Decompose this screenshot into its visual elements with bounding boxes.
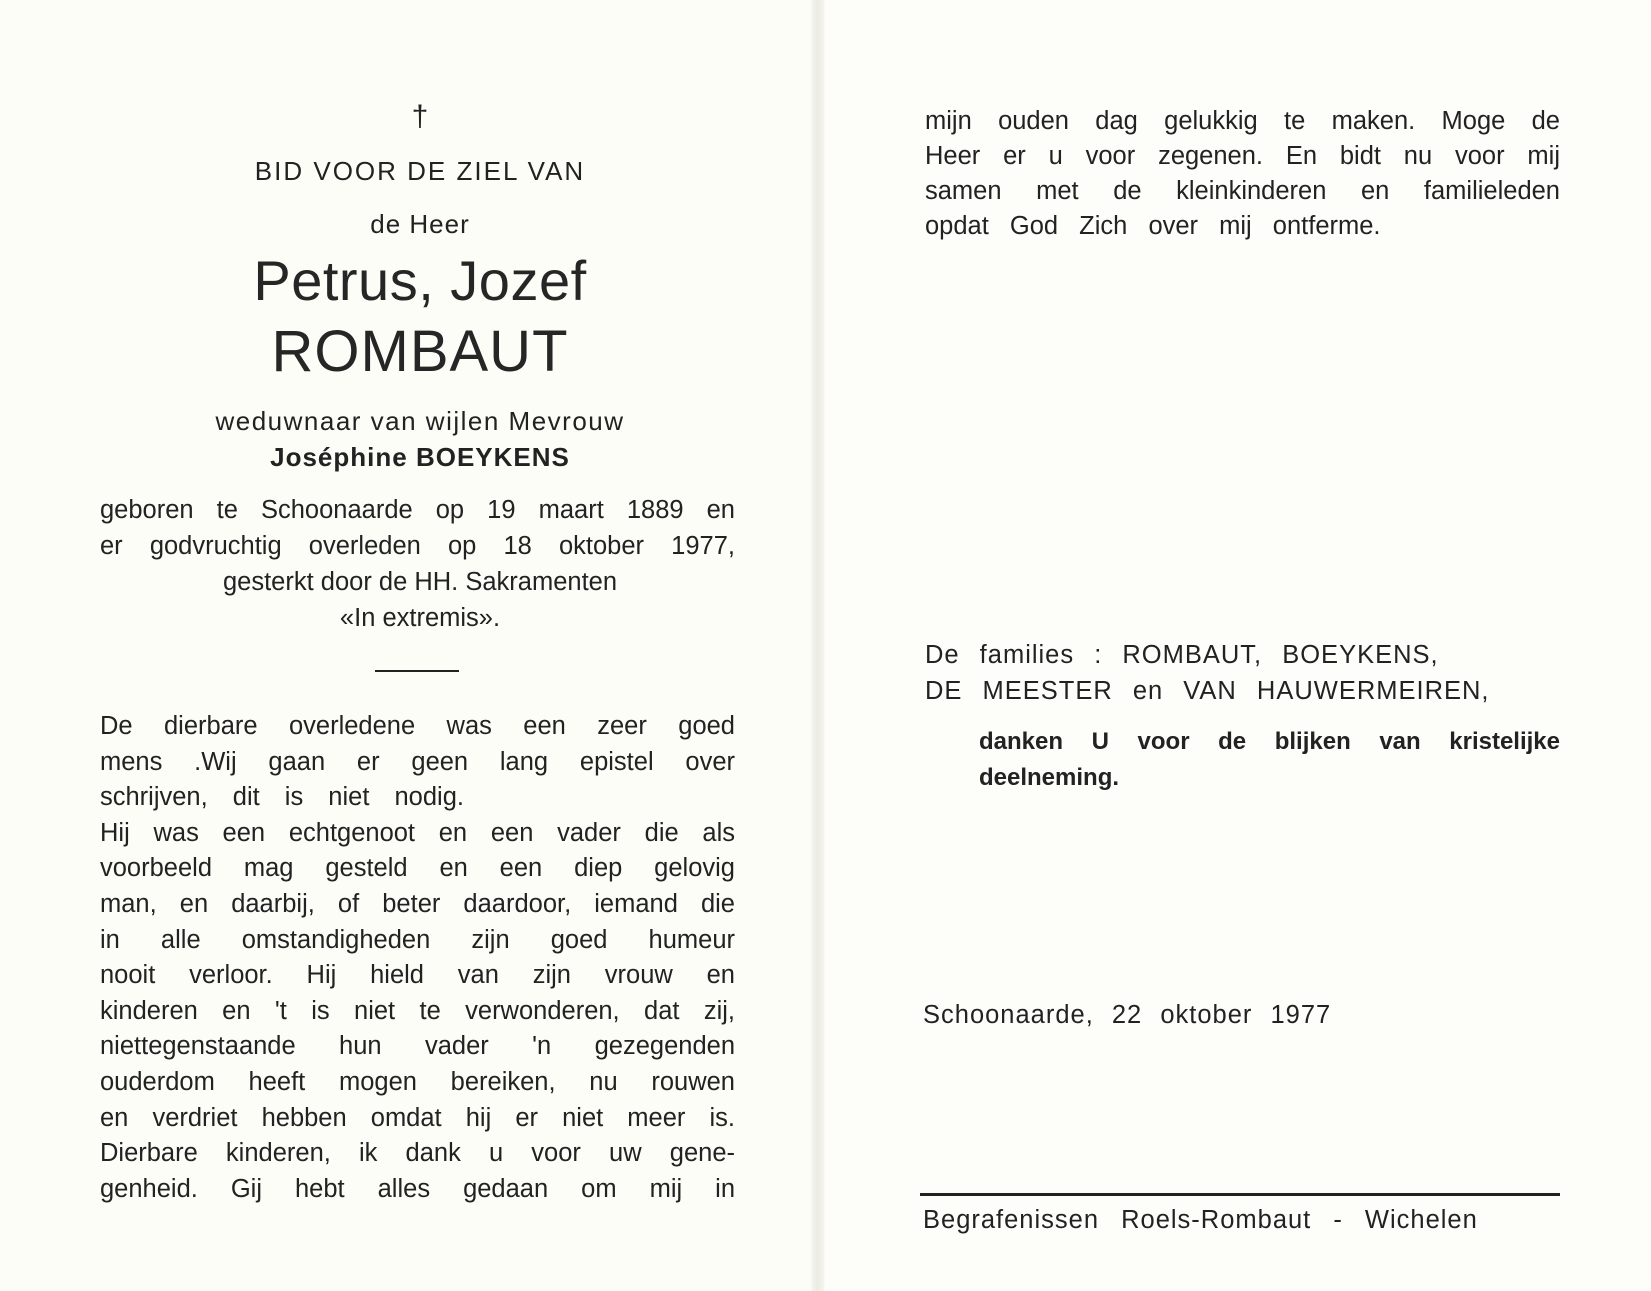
eulogy-line: genheid. Gij hebt alles gedaan om mij in — [100, 1174, 735, 1203]
eulogy-line: niettegenstaande hun vader 'n gezegenden — [100, 1032, 735, 1061]
birth-death-text — [100, 492, 735, 564]
sacraments-line: gesterkt door de HH. Sakramenten — [222, 568, 618, 596]
eulogy-line: De dierbare overledene was een zeer goed — [100, 712, 735, 740]
continuation-line: opdat God Zich over mij ontferme. — [925, 212, 1381, 240]
eulogy-line: Dierbare kinderen, ik dank u voor uw gene- — [100, 1139, 735, 1168]
families-block — [925, 637, 1490, 709]
death-line: er godvruchtig overleden op 18 oktober 1977, — [100, 532, 735, 560]
extremis-line: «In extremis». — [339, 604, 501, 632]
eulogy-line: kinderen en 't is niet te verwonderen, dat zij, — [100, 996, 735, 1025]
families-line-1: De families : ROMBAUT, BOEYKENS, — [925, 641, 1439, 669]
thanks-line: deelneming. — [979, 764, 1120, 791]
cross-symbol: † — [411, 100, 429, 133]
eulogy-line: in alle omstandigheden zijn goed humeur — [100, 925, 735, 954]
eulogy-line: schrijven, dit is niet nodig. — [100, 783, 464, 812]
eulogy-line: mens .Wij gaan er geen lang epistel over — [100, 747, 735, 776]
thanks-line: danken U voor de blijken van kristelijke — [979, 728, 1560, 755]
deceased-given-names: Petrus, Jozef — [253, 249, 587, 312]
eulogy-text — [100, 709, 735, 1207]
eulogy-line: nooit verloor. Hij hield van zijn vrouw en — [100, 961, 735, 990]
footer-divider — [920, 1193, 1560, 1196]
eulogy-line: voorbeeld mag gesteld en een diep gelovig — [100, 854, 735, 883]
eulogy-line: en verdriet hebben omdat hij er niet meer is. — [100, 1103, 735, 1132]
short-divider — [375, 670, 459, 672]
thanks-block — [979, 724, 1560, 796]
widower-line: weduwnaar van wijlen Mevrouw — [215, 406, 625, 436]
prayer-heading: BID VOOR DE ZIEL VAN — [254, 156, 586, 186]
wife-name: Joséphine BOEYKENS — [270, 442, 570, 472]
eulogy-line: man, en daarbij, of beter daardoor, iemand die — [100, 889, 735, 918]
undertaker-credit: Begrafenissen Roels-Rombaut - Wichelen — [923, 1206, 1478, 1234]
place-date: Schoonaarde, 22 oktober 1977 — [923, 1001, 1332, 1029]
eulogy-line: Hij was een echtgenoot en een vader die als — [100, 818, 735, 847]
continuation-line: mijn ouden dag gelukkig te maken. Moge de — [925, 107, 1560, 135]
eulogy-line: ouderdom heeft mogen bereiken, nu rouwen — [100, 1067, 735, 1096]
continuation-line: samen met de kleinkinderen en familieleden — [925, 177, 1560, 205]
continuation-line: Heer er u voor zegenen. En bidt nu voor mij — [925, 142, 1560, 170]
families-line-2: DE MEESTER en VAN HAUWERMEIREN, — [925, 677, 1490, 705]
card-fold — [812, 0, 824, 1291]
eulogy-continuation — [925, 104, 1560, 244]
birth-line: geboren te Schoonaarde op 19 maart 1889 en — [100, 496, 735, 524]
deceased-surname: ROMBAUT — [271, 319, 569, 384]
honorific: de Heer — [370, 209, 470, 239]
